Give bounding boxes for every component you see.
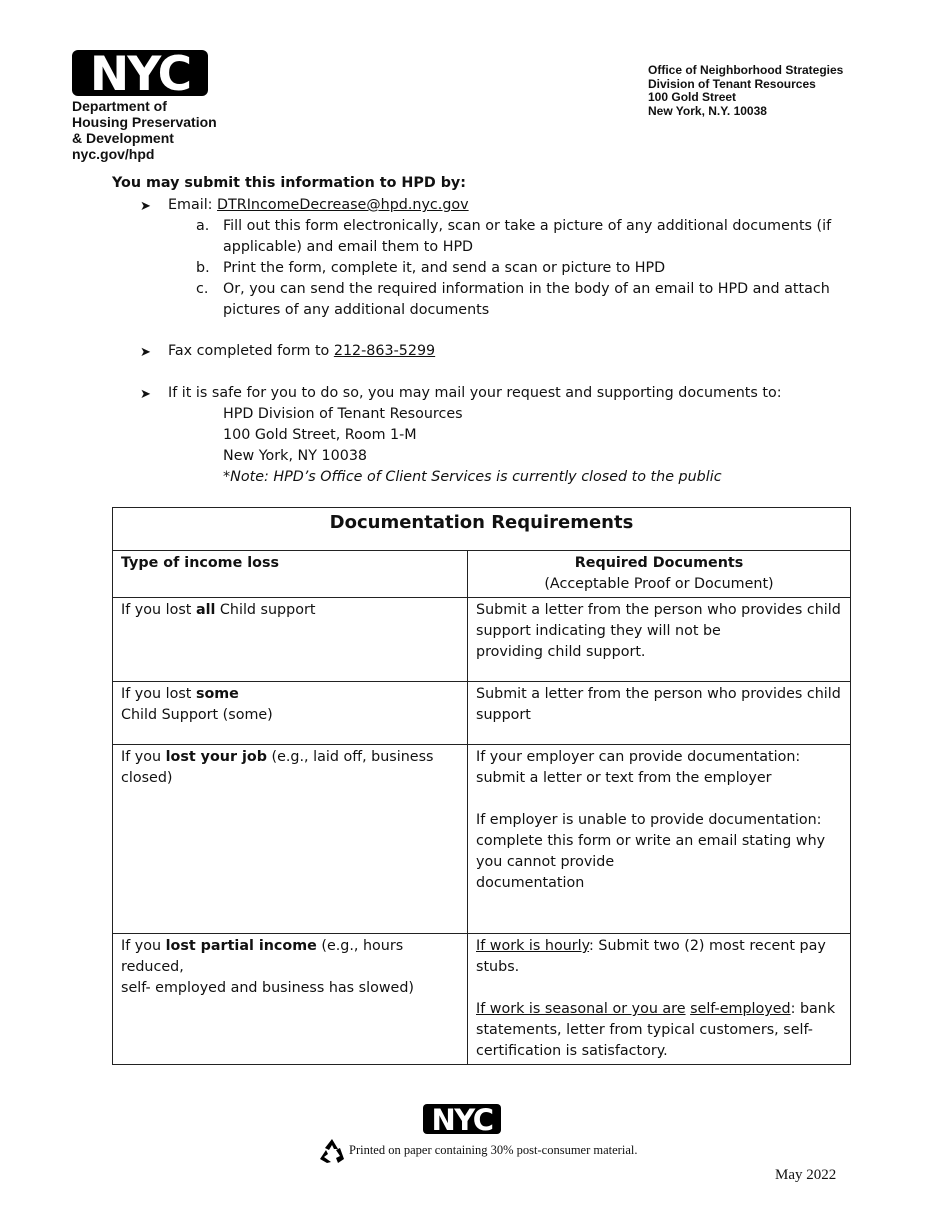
office-line: Division of Tenant Resources bbox=[648, 76, 816, 91]
office-address bbox=[648, 64, 843, 118]
option-marker: b. bbox=[196, 260, 210, 276]
required-docs-cell: If work is hourly: Submit two (2) most recent pay stubs. If work is seasonal or you are self-employed: bank statements, letter from typical customers, self- certification is satisfactory. bbox=[468, 934, 851, 1065]
office-line: 100 Gold Street bbox=[648, 90, 737, 104]
option-a-line: Fill out this form electronically, scan or take a picture of any additional documents (if bbox=[223, 218, 832, 234]
option-b-line: Print the form, complete it, and send a scan or picture to HPD bbox=[223, 260, 666, 276]
document-date: May 2022 bbox=[775, 1167, 837, 1183]
printed-note: Printed on paper containing 30% post-consumer material. bbox=[349, 1143, 638, 1157]
mail-address-line: 100 Gold Street, Room 1-M bbox=[223, 427, 417, 443]
hpd-logo-block bbox=[72, 50, 242, 162]
col-subheader: (Acceptable Proof or Document) bbox=[544, 576, 774, 592]
table-row bbox=[113, 934, 851, 1065]
table-row bbox=[113, 598, 851, 682]
income-loss-cell: If you lost your job (e.g., laid off, business closed) bbox=[113, 745, 468, 934]
svg-text:NYC: NYC bbox=[89, 50, 191, 96]
office-line: New York, N.Y. 10038 bbox=[648, 103, 767, 118]
option-a-line: applicable) and email them to HPD bbox=[223, 239, 474, 255]
arrow-bullet-icon: ➤ bbox=[140, 344, 151, 359]
email-line bbox=[168, 197, 469, 213]
documentation-table bbox=[112, 507, 851, 1065]
mail-address-line: New York, NY 10038 bbox=[223, 448, 368, 464]
required-docs-cell: Submit a letter from the person who provides child support bbox=[468, 682, 851, 745]
mail-intro: If it is safe for you to do so, you may mail your request and supporting documents to: bbox=[168, 385, 782, 401]
arrow-bullet-icon: ➤ bbox=[140, 198, 151, 213]
option-c-line: Or, you can send the required information in the body of an email to HPD and attach bbox=[223, 281, 830, 297]
mail-address-line: HPD Division of Tenant Resources bbox=[223, 406, 463, 422]
office-line: Office of Neighborhood Strategies bbox=[648, 63, 844, 77]
table-header-row bbox=[113, 551, 851, 598]
department-website: nyc.gov/hpd bbox=[72, 146, 155, 162]
department-line: & Development bbox=[72, 130, 174, 146]
income-loss-cell: If you lost some Child Support (some) bbox=[113, 682, 468, 745]
option-c-line: pictures of any additional documents bbox=[223, 302, 490, 318]
required-docs-cell: Submit a letter from the person who provides child support indicating they will not be providing child support. bbox=[468, 598, 851, 682]
option-marker: c. bbox=[196, 281, 209, 297]
income-loss-cell: If you lost all Child support bbox=[113, 598, 468, 682]
svg-text:NYC: NYC bbox=[431, 1104, 493, 1134]
recycle-icon bbox=[318, 1138, 346, 1164]
option-marker: a. bbox=[196, 218, 210, 234]
fax-line bbox=[168, 343, 435, 359]
table-title: Documentation Requirements bbox=[113, 508, 851, 551]
submit-heading: You may submit this information to HPD by: bbox=[112, 175, 466, 191]
department-line: Department of bbox=[72, 98, 167, 114]
email-label: Email: bbox=[168, 197, 218, 213]
footer-nyc-logo bbox=[423, 1104, 501, 1134]
nyc-logo bbox=[72, 50, 208, 96]
col-header-income-loss: Type of income loss bbox=[121, 555, 279, 571]
mail-note: *Note: HPD’s Office of Client Services is currently closed to the public bbox=[223, 469, 722, 485]
required-docs-cell: If your employer can provide documentation: submit a letter or text from the employer If employer is unable to provide documentation: complete this form or write an email stating why you cannot provide documentation bbox=[468, 745, 851, 934]
department-line: Housing Preservation bbox=[72, 114, 217, 130]
table-row bbox=[113, 682, 851, 745]
col-header-required-docs: Required Documents bbox=[574, 555, 744, 571]
fax-number[interactable]: 212-863-5299 bbox=[333, 343, 436, 359]
email-link[interactable]: DTRIncomeDecrease@hpd.nyc.gov bbox=[217, 197, 469, 213]
income-loss-cell: If you lost partial income (e.g., hours reduced, self- employed and business has slowed) bbox=[113, 934, 468, 1065]
arrow-bullet-icon: ➤ bbox=[140, 386, 151, 401]
fax-label: Fax completed form to bbox=[168, 343, 334, 359]
table-row bbox=[113, 745, 851, 934]
